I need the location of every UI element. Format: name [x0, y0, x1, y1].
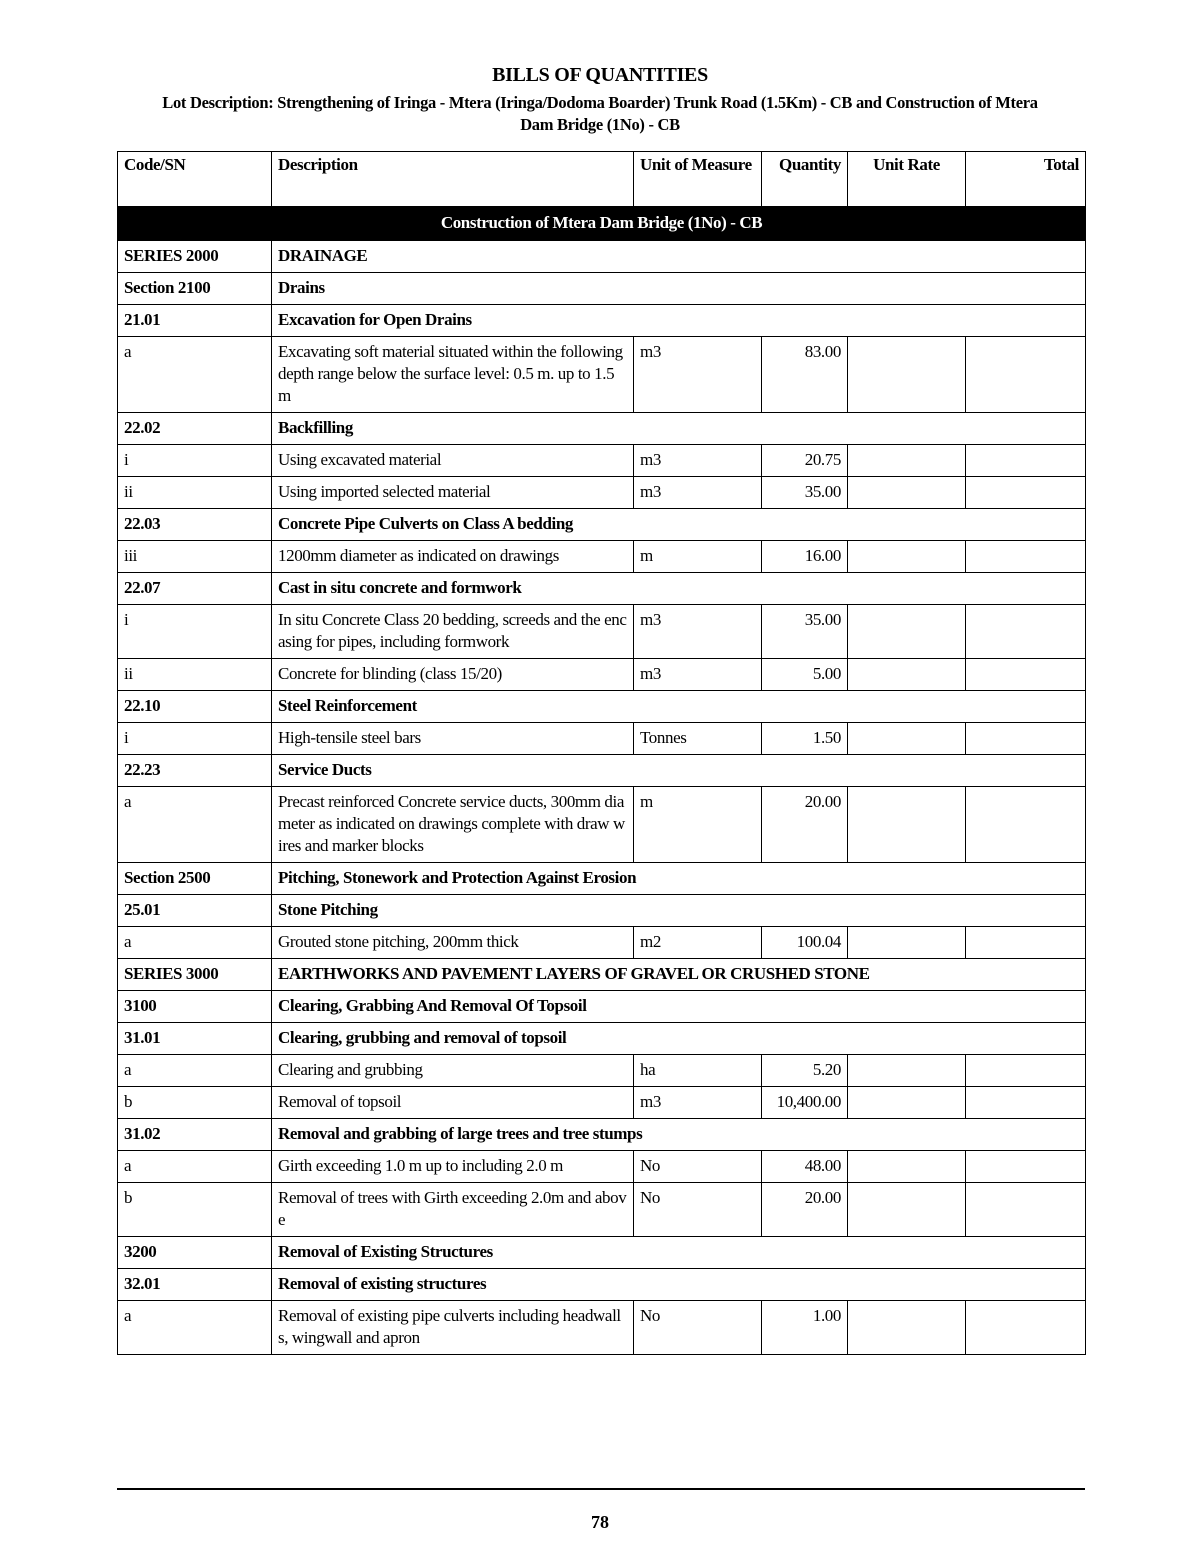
- item-code: 22.23: [118, 755, 272, 787]
- heading-row: [118, 509, 1086, 541]
- heading-description: Cast in situ concrete and formwork: [272, 573, 1086, 605]
- heading-row: [118, 991, 1086, 1023]
- item-code: a: [118, 1055, 272, 1087]
- table-header-row: [118, 152, 1086, 207]
- item-code: i: [118, 723, 272, 755]
- heading-row: [118, 413, 1086, 445]
- item-description: Removal of trees with Girth exceeding 2.0m and above: [272, 1183, 634, 1237]
- table-row: [118, 1055, 1086, 1087]
- header-unit-rate: Unit Rate: [848, 152, 966, 207]
- item-description: 1200mm diameter as indicated on drawings: [272, 541, 634, 573]
- total-cell: [966, 1183, 1086, 1237]
- unit-of-measure: m: [634, 787, 762, 863]
- item-description: Using imported selected material: [272, 477, 634, 509]
- unit-of-measure: m3: [634, 445, 762, 477]
- lot-description: Lot Description: Strengthening of Iringa - Mtera (Iringa/Dodoma Boarder) Trunk Road (1.5Km) - CB and Construction of Mtera Dam Bridge (1No) - CB: [162, 93, 1038, 134]
- total-cell: [966, 1301, 1086, 1355]
- table-row: [118, 1087, 1086, 1119]
- header-total: Total: [966, 152, 1086, 207]
- heading-description: Pitching, Stonework and Protection Against Erosion: [272, 863, 1086, 895]
- heading-description: Stone Pitching: [272, 895, 1086, 927]
- heading-row: [118, 959, 1086, 991]
- quantity: 5.20: [762, 1055, 848, 1087]
- heading-row: [118, 691, 1086, 723]
- total-cell: [966, 1087, 1086, 1119]
- table-row: [118, 541, 1086, 573]
- total-cell: [966, 445, 1086, 477]
- item-code: b: [118, 1183, 272, 1237]
- total-cell: [966, 787, 1086, 863]
- header-quantity: Quantity: [762, 152, 848, 207]
- item-code: 22.02: [118, 413, 272, 445]
- heading-description: Removal of Existing Structures: [272, 1237, 1086, 1269]
- header-unit: Unit of Measure: [634, 152, 762, 207]
- item-code: a: [118, 927, 272, 959]
- unit-of-measure: ha: [634, 1055, 762, 1087]
- quantity: 35.00: [762, 605, 848, 659]
- item-description: Girth exceeding 1.0 m up to including 2.0 m: [272, 1151, 634, 1183]
- heading-row: [118, 305, 1086, 337]
- item-code: i: [118, 605, 272, 659]
- quantity: 1.50: [762, 723, 848, 755]
- item-description: High-tensile steel bars: [272, 723, 634, 755]
- item-code: a: [118, 1151, 272, 1183]
- unit-rate-cell: [848, 1087, 966, 1119]
- table-row: [118, 723, 1086, 755]
- heading-description: DRAINAGE: [272, 241, 1086, 273]
- heading-description: Drains: [272, 273, 1086, 305]
- item-code: 25.01: [118, 895, 272, 927]
- item-description: Removal of topsoil: [272, 1087, 634, 1119]
- table-row: [118, 1301, 1086, 1355]
- quantity: 83.00: [762, 337, 848, 413]
- heading-row: [118, 273, 1086, 305]
- total-cell: [966, 605, 1086, 659]
- item-code: b: [118, 1087, 272, 1119]
- unit-rate-cell: [848, 605, 966, 659]
- item-code: 3200: [118, 1237, 272, 1269]
- item-code: 32.01: [118, 1269, 272, 1301]
- quantity: 5.00: [762, 659, 848, 691]
- unit-rate-cell: [848, 445, 966, 477]
- total-cell: [966, 723, 1086, 755]
- unit-rate-cell: [848, 927, 966, 959]
- heading-description: Removal and grabbing of large trees and tree stumps: [272, 1119, 1086, 1151]
- unit-rate-cell: [848, 659, 966, 691]
- total-cell: [966, 1055, 1086, 1087]
- unit-rate-cell: [848, 541, 966, 573]
- unit-rate-cell: [848, 1301, 966, 1355]
- heading-description: Clearing, Grabbing And Removal Of Topsoil: [272, 991, 1086, 1023]
- quantity: 48.00: [762, 1151, 848, 1183]
- heading-description: Concrete Pipe Culverts on Class A bedding: [272, 509, 1086, 541]
- quantity: 20.75: [762, 445, 848, 477]
- table-row: [118, 337, 1086, 413]
- item-code: Section 2500: [118, 863, 272, 895]
- section-banner: Construction of Mtera Dam Bridge (1No) - CB: [118, 207, 1086, 241]
- page-number: 78: [591, 1512, 609, 1532]
- header-code: Code/SN: [118, 152, 272, 207]
- bill-of-quantities-table: [117, 151, 1086, 1355]
- item-code: 22.10: [118, 691, 272, 723]
- unit-of-measure: m2: [634, 927, 762, 959]
- footer-divider: [117, 1488, 1085, 1490]
- item-code: 21.01: [118, 305, 272, 337]
- heading-row: [118, 1119, 1086, 1151]
- quantity: 1.00: [762, 1301, 848, 1355]
- item-description: In situ Concrete Class 20 bedding, screeds and the encasing for pipes, including formwork: [272, 605, 634, 659]
- item-description: Precast reinforced Concrete service ducts, 300mm diameter as indicated on drawings complete with draw wires and marker blocks: [272, 787, 634, 863]
- document-title: BILLS OF QUANTITIES: [492, 64, 708, 86]
- heading-row: [118, 1269, 1086, 1301]
- table-row: [118, 445, 1086, 477]
- heading-description: Clearing, grubbing and removal of topsoil: [272, 1023, 1086, 1055]
- item-code: i: [118, 445, 272, 477]
- unit-rate-cell: [848, 1151, 966, 1183]
- item-code: a: [118, 337, 272, 413]
- heading-row: [118, 895, 1086, 927]
- item-description: Concrete for blinding (class 15/20): [272, 659, 634, 691]
- item-code: SERIES 2000: [118, 241, 272, 273]
- total-cell: [966, 337, 1086, 413]
- heading-description: Steel Reinforcement: [272, 691, 1086, 723]
- item-code: iii: [118, 541, 272, 573]
- heading-description: Excavation for Open Drains: [272, 305, 1086, 337]
- quantity: 20.00: [762, 787, 848, 863]
- unit-of-measure: No: [634, 1301, 762, 1355]
- heading-description: Service Ducts: [272, 755, 1086, 787]
- item-code: 31.01: [118, 1023, 272, 1055]
- unit-rate-cell: [848, 477, 966, 509]
- heading-row: [118, 863, 1086, 895]
- item-code: 31.02: [118, 1119, 272, 1151]
- item-code: 22.03: [118, 509, 272, 541]
- unit-of-measure: m: [634, 541, 762, 573]
- quantity: 100.04: [762, 927, 848, 959]
- unit-rate-cell: [848, 337, 966, 413]
- item-code: a: [118, 787, 272, 863]
- table-row: [118, 605, 1086, 659]
- total-cell: [966, 477, 1086, 509]
- item-code: 3100: [118, 991, 272, 1023]
- unit-of-measure: m3: [634, 659, 762, 691]
- unit-rate-cell: [848, 1183, 966, 1237]
- table-row: [118, 927, 1086, 959]
- table-row: [118, 659, 1086, 691]
- table-body: [118, 207, 1086, 1355]
- unit-rate-cell: [848, 723, 966, 755]
- quantity: 10,400.00: [762, 1087, 848, 1119]
- unit-of-measure: m3: [634, 605, 762, 659]
- item-code: 22.07: [118, 573, 272, 605]
- heading-row: [118, 755, 1086, 787]
- total-cell: [966, 1151, 1086, 1183]
- item-description: Clearing and grubbing: [272, 1055, 634, 1087]
- item-code: SERIES 3000: [118, 959, 272, 991]
- table-row: [118, 1151, 1086, 1183]
- unit-of-measure: m3: [634, 337, 762, 413]
- item-description: Using excavated material: [272, 445, 634, 477]
- quantity: 20.00: [762, 1183, 848, 1237]
- unit-of-measure: m3: [634, 1087, 762, 1119]
- total-cell: [966, 927, 1086, 959]
- table-row: [118, 1183, 1086, 1237]
- table-row: [118, 787, 1086, 863]
- heading-row: [118, 1023, 1086, 1055]
- heading-row: [118, 573, 1086, 605]
- unit-rate-cell: [848, 787, 966, 863]
- section-banner-row: [118, 207, 1086, 241]
- heading-row: [118, 241, 1086, 273]
- unit-of-measure: m3: [634, 477, 762, 509]
- table-row: [118, 477, 1086, 509]
- item-code: ii: [118, 477, 272, 509]
- heading-description: EARTHWORKS AND PAVEMENT LAYERS OF GRAVEL OR CRUSHED STONE: [272, 959, 1086, 991]
- unit-rate-cell: [848, 1055, 966, 1087]
- item-code: ii: [118, 659, 272, 691]
- unit-of-measure: No: [634, 1151, 762, 1183]
- total-cell: [966, 659, 1086, 691]
- quantity: 16.00: [762, 541, 848, 573]
- unit-of-measure: No: [634, 1183, 762, 1237]
- unit-of-measure: Tonnes: [634, 723, 762, 755]
- item-description: Removal of existing pipe culverts including headwalls, wingwall and apron: [272, 1301, 634, 1355]
- item-code: Section 2100: [118, 273, 272, 305]
- item-description: Grouted stone pitching, 200mm thick: [272, 927, 634, 959]
- item-description: Excavating soft material situated within the following depth range below the surface level: 0.5 m. up to 1.5 m: [272, 337, 634, 413]
- item-code: a: [118, 1301, 272, 1355]
- heading-description: Removal of existing structures: [272, 1269, 1086, 1301]
- heading-row: [118, 1237, 1086, 1269]
- quantity: 35.00: [762, 477, 848, 509]
- total-cell: [966, 541, 1086, 573]
- header-description: Description: [272, 152, 634, 207]
- heading-description: Backfilling: [272, 413, 1086, 445]
